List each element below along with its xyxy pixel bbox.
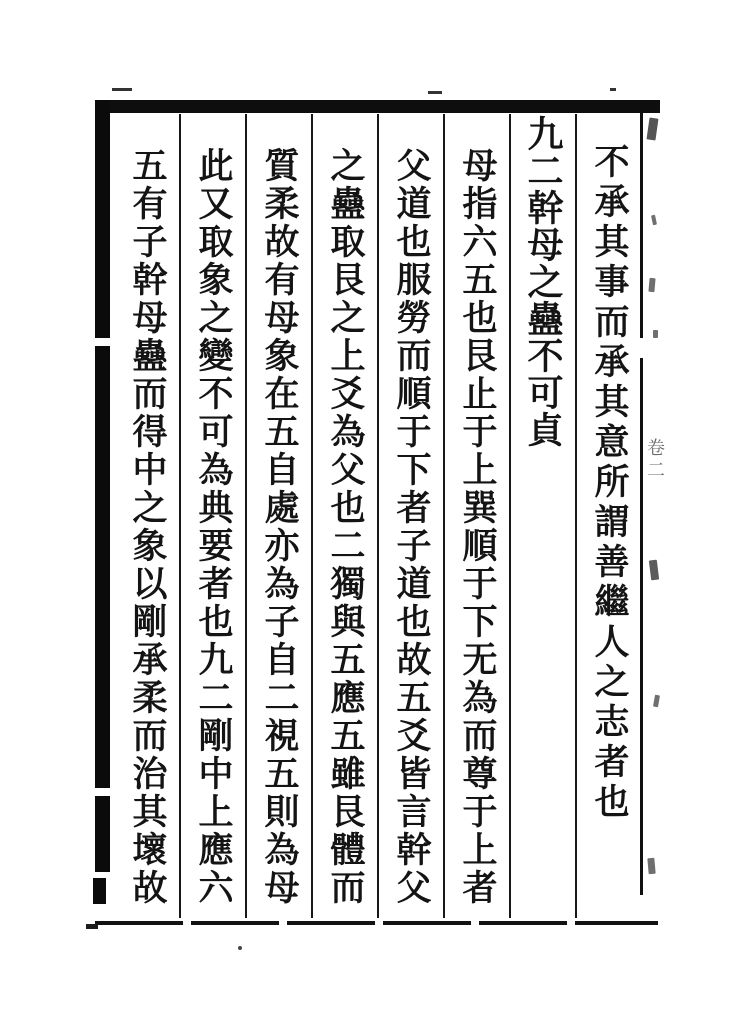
page-frame-top-border [95, 100, 660, 113]
page-frame-left-border [95, 796, 110, 872]
text-column-8-leftmost: 五有子幹母蠱而得中之象以剛承柔而治其壞故 [127, 147, 168, 907]
ink-speck [112, 88, 132, 91]
text-column-2-classic-line: 九二幹母之蠱不可貞 [522, 115, 564, 448]
ink-speck [238, 946, 242, 950]
page-frame-left-border [93, 878, 106, 904]
text-column-4: 父道也服勞而順于下者子道也故五爻皆言幹父 [391, 147, 432, 907]
gutter-ink-fragment [647, 117, 659, 140]
ink-speck [86, 924, 98, 929]
ink-speck [610, 88, 616, 91]
gutter-ink-fragment [653, 695, 660, 708]
text-column-6: 質柔故有母象在五自處亦為子自二視五則為母 [259, 147, 300, 907]
text-column-3: 母指六五也艮止于上巽順于下无為而尊于上者 [457, 147, 498, 907]
gutter-volume-label: 卷二 [644, 438, 665, 482]
gutter-ink-fragment [647, 858, 655, 875]
text-column-7: 此又取象之變不可為典要者也九二剛中上應六 [193, 147, 234, 907]
page-frame-left-border [95, 100, 110, 338]
gutter-ink-fragment [648, 278, 655, 292]
gutter-ink-fragment [653, 330, 658, 338]
gutter-ink-fragment [649, 560, 659, 581]
page-frame-left-border [95, 346, 110, 788]
text-column-1-rightmost: 不承其事而承其意所謂善繼人之志者也 [589, 143, 630, 823]
gutter-ink-fragment [651, 215, 657, 226]
text-column-5: 之蠱取艮之上爻為父也二獨與五應五雖艮體而 [325, 147, 366, 907]
ink-speck [428, 91, 442, 94]
